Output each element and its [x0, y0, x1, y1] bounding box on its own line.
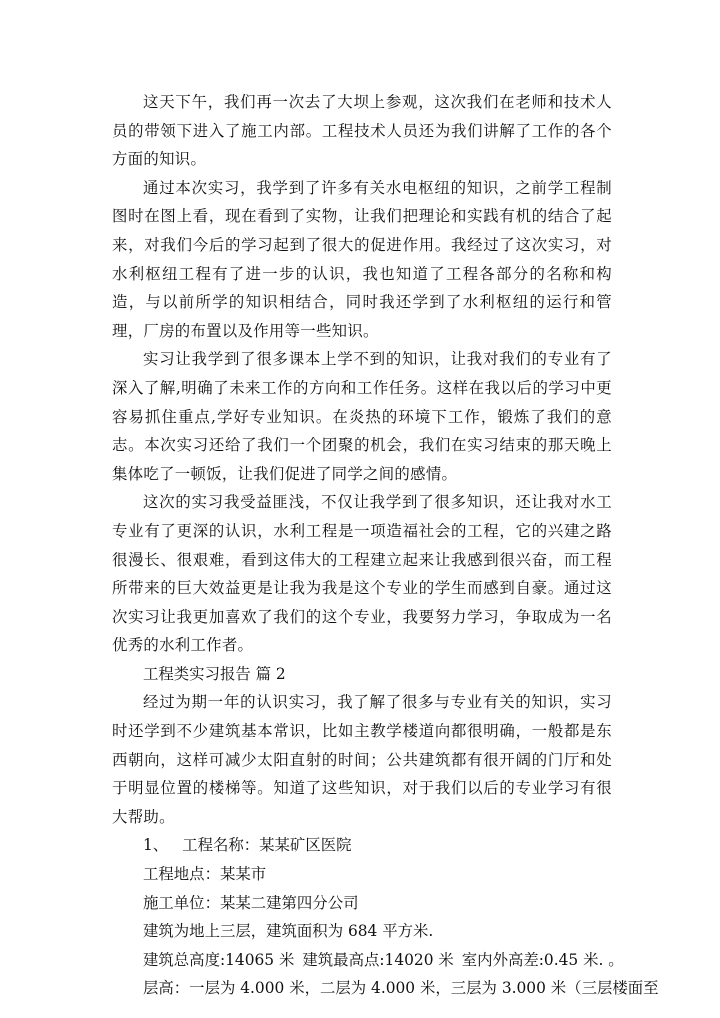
construction-unit-line: 施工单位：某某二建第四分公司	[143, 893, 359, 912]
height-difference: 室内外高差:0.45 米. 。	[461, 950, 624, 969]
building-heights-line	[112, 946, 624, 975]
paragraph-conclusion: 这次的实习我受益匪浅，不仅让我学到了很多知识，还让我对水工专业有了更深的认识，水利工程是一项造福社会的工程，它的兴建之路很漫长、很艰难，看到这伟大的工程建立起来让我感到很兴奋，而工程所带来的巨大效益更是让我为我是这个专业的学生而感到自豪。通过这次实习让我更加喜欢了我们的这个专业，我要努力学习，争取成为一名优秀的水利工作者。	[112, 493, 612, 655]
project-name-item	[112, 831, 612, 860]
project-location-line: 工程地点：某某市	[143, 865, 267, 884]
paragraph-gains: 实习让我学到了很多课本上学不到的知识，让我对我们的专业有了深入了解,明确了未来工作的方向和工作任务。这样在我以后的学习中更容易抓住重点,学好专业知识。在炎热的环境下工作，锻炼了我们的意志。本次实习还给了我们一个团聚的机会，我们在实习结束的那天晚上集体吃了一顿饭，让我们促进了同学之间的感情。	[112, 350, 612, 483]
building-area-line: 建筑为地上三层，建筑面积为 684 平方米.	[143, 922, 434, 941]
paragraph-learning: 通过本次实习，我学到了许多有关水电枢纽的知识，之前学工程制图时在图上看，现在看到了实物，让我们把理论和实践有机的结合了起来，对我们今后的学习起到了很大的促进作用。我经过了这次实习，对水利枢纽工程有了进一步的认识，我也知道了工程各部分的名称和构造，与以前所学的知识相结合，同时我还学到了水利枢纽的运行和管理，厂房的布置以及作用等一些知识。	[112, 178, 612, 340]
document-body	[112, 88, 659, 1003]
section-intro-paragraph: 经过为期一年的认识实习，我了解了很多与专业有关的知识，实习时还学到不少建筑基本常识，比如主教学楼道向都很明确，一般都是东西朝向，这样可减少太阳直射的时间；公共建筑都有很开阔的门厅和处于明显位置的楼梯等。知道了这些知识，对于我们以后的专业学习有很大帮助。	[112, 693, 612, 826]
highest-point: 建筑最高点:14020 米	[302, 950, 454, 969]
item-text: 工程名称：某某矿区医院	[182, 836, 352, 855]
floor-heights-line: 层高：一层为 4.000 米，二层为 4.000 米，三层为 3.000 米（三层楼面至	[143, 979, 659, 998]
item-number: 1、	[143, 836, 169, 855]
section-heading: 工程类实习报告 篇 2	[143, 664, 286, 683]
total-height: 建筑总高度:14065 米	[143, 950, 295, 969]
paragraph-field-visit: 这天下午，我们再一次去了大坝上参观，这次我们在老师和技术人员的带领下进入了施工内部。工程技术人员还为我们讲解了工作的各个方面的知识。	[112, 93, 612, 169]
